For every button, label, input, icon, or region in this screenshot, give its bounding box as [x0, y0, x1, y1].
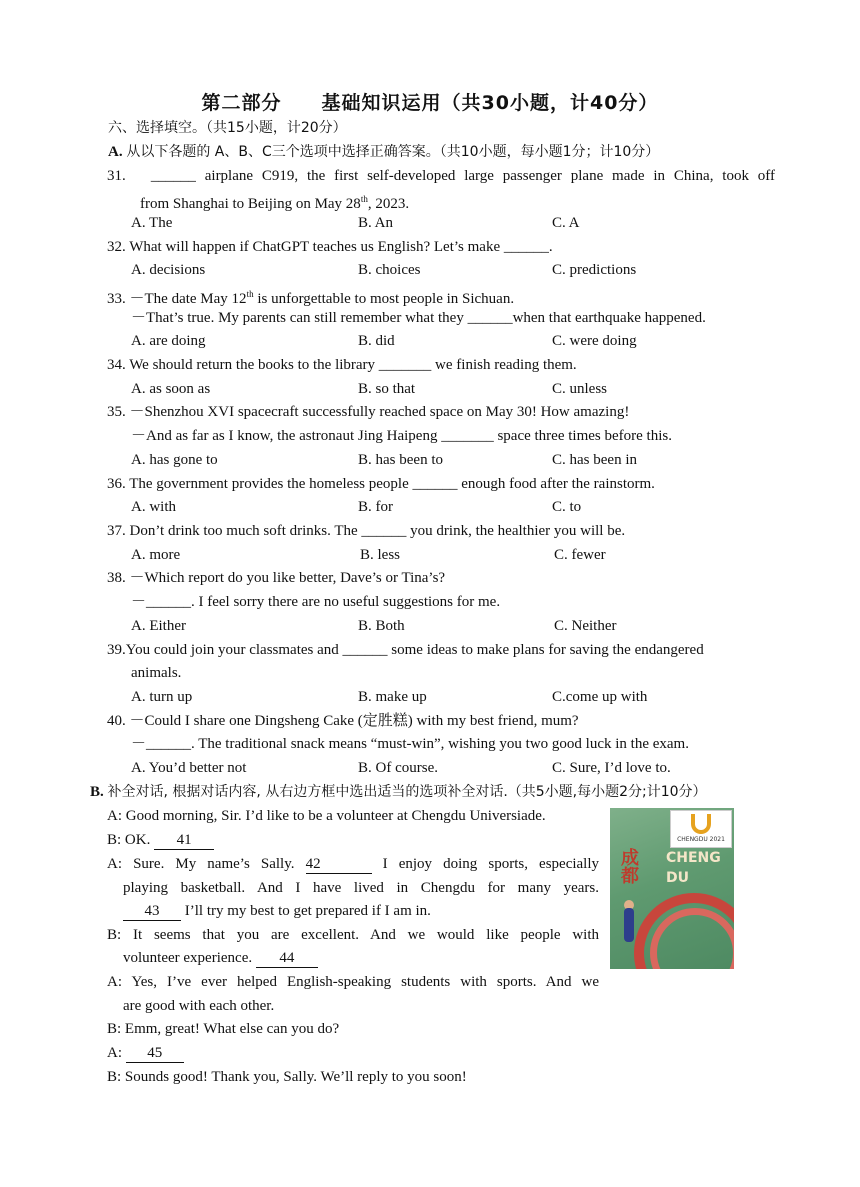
question-31-stem: 31. ______ airplane C919, the first self-developed large passenger plane made in China, took off — [107, 168, 775, 184]
question-33-stem — [107, 284, 514, 309]
q33-option-a[interactable]: A. are doing — [131, 333, 206, 349]
question-31-stem-cont — [140, 189, 409, 214]
universiade-u-icon — [691, 814, 711, 834]
q31-option-b[interactable]: B. An — [358, 215, 394, 231]
question-40-reply: －______. The traditional snack means “must-win”, wishing you two good luck in the exam. — [131, 736, 689, 752]
q36-option-b[interactable]: B. for — [358, 499, 393, 515]
question-39-stem-cont: animals. — [131, 665, 182, 681]
q31-option-a[interactable]: A. The — [131, 215, 173, 231]
question-37-stem: 37. Don’t drink too much soft drinks. The ______ you drink, the healthier you will be. — [107, 523, 626, 539]
dialogue-line-11 — [107, 1043, 184, 1063]
part-a-instruction — [108, 142, 659, 162]
blank-42[interactable]: 42 — [306, 856, 372, 874]
q33-sup: th — [246, 289, 254, 299]
q33-option-b[interactable]: B. did — [358, 333, 395, 349]
q34-option-a[interactable]: A. as soon as — [131, 381, 211, 397]
q34-option-b[interactable]: B. so that — [358, 381, 416, 397]
question-32-stem: 32. What will happen if ChatGPT teaches us English? Let’s make ______. — [107, 239, 553, 255]
part-a-letter: A. — [108, 144, 123, 160]
q39-option-c[interactable]: C.come up with — [552, 689, 648, 705]
universiade-poster-image — [610, 808, 734, 969]
dialogue-volunteer-exp: volunteer experience. — [123, 950, 256, 966]
blank-43[interactable]: 43 — [123, 903, 181, 921]
dialogue-sally-intro: A: Sure. My name’s Sally. — [107, 856, 306, 872]
dialogue-line-1: A: Good morning, Sir. I’d like to be a volunteer at Chengdu Universiade. — [107, 808, 546, 824]
runner-icon — [624, 908, 634, 942]
dialogue-line-5 — [123, 901, 431, 921]
q33-text-b: is unforgettable to most people in Sichuan. — [253, 291, 515, 307]
part-a-text: 从以下各题的 A、B、C三个选项中选择正确答案。（共10小题，每小题1分；计10分） — [126, 144, 660, 160]
q31-text-b: , 2023. — [367, 196, 410, 212]
poster-english-text: CHENGDU — [666, 850, 721, 886]
dialogue-prepared: I’ll try my best to get prepared if I am in. — [181, 903, 431, 919]
dialogue-line-6: B: It seems that you are excellent. And we would like people with — [107, 927, 599, 943]
question-35-stem: 35. －Shenzhou XVI spacecraft successfully reached space on May 30! How amazing! — [107, 404, 630, 420]
q40-option-b[interactable]: B. Of course. — [358, 760, 438, 776]
q35-option-c[interactable]: C. has been in — [552, 452, 637, 468]
q40-option-c[interactable]: C. Sure, I’d love to. — [552, 760, 671, 776]
dialogue-line-2 — [107, 830, 214, 850]
dialogue-sports: I enjoy doing sports, especially — [371, 856, 600, 872]
q35-option-a[interactable]: A. has gone to — [131, 452, 218, 468]
q33-text-a: 33. －The date May 12 — [107, 291, 247, 307]
q34-option-c[interactable]: C. unless — [552, 381, 608, 397]
question-36-stem: 36. The government provides the homeless people ______ enough food after the rainstorm. — [107, 476, 655, 492]
blank-45[interactable]: 45 — [126, 1045, 184, 1063]
q31-sup: th — [360, 194, 368, 204]
poster-chinese-text: 成都 — [618, 848, 639, 884]
dialogue-line-10: B: Emm, great! What else can you do? — [107, 1021, 340, 1037]
question-38-stem: 38. －Which report do you like better, Dave’s or Tina’s? — [107, 570, 446, 586]
q31-text-a: from Shanghai to Beijing on May 28 — [140, 196, 361, 212]
question-38-reply: －______. I feel sorry there are no useful suggestions for me. — [131, 594, 501, 610]
dialogue-line-7 — [123, 948, 318, 968]
q37-option-c[interactable]: C. fewer — [554, 547, 606, 563]
q40-option-a[interactable]: A. You’d better not — [131, 760, 247, 776]
question-39-stem: 39.You could join your classmates and ______ some ideas to make plans for saving the endangered — [107, 642, 704, 658]
q32-option-c[interactable]: C. predictions — [552, 262, 637, 278]
q36-option-a[interactable]: A. with — [131, 499, 176, 515]
dialogue-line-4: playing basketball. And I have lived in Chengdu for many years. — [123, 880, 599, 896]
q32-option-a[interactable]: A. decisions — [131, 262, 206, 278]
dialogue-line-12: B: Sounds good! Thank you, Sally. We’ll reply to you soon! — [107, 1069, 467, 1085]
q33-option-c[interactable]: C. were doing — [552, 333, 637, 349]
q35-option-b[interactable]: B. has been to — [358, 452, 443, 468]
universiade-logo — [670, 810, 732, 848]
q36-option-c[interactable]: C. to — [552, 499, 582, 515]
q39-option-b[interactable]: B. make up — [358, 689, 427, 705]
question-33-reply: －That’s true. My parents can still remember what they ______when that earthquake happened. — [131, 310, 706, 326]
badge-caption: CHENGDU 2021 — [677, 836, 725, 843]
q38-option-a[interactable]: A. Either — [131, 618, 186, 634]
q31-option-c[interactable]: C. A — [552, 215, 580, 231]
dialogue-line-3 — [107, 854, 599, 874]
q38-option-c[interactable]: C. Neither — [554, 618, 617, 634]
q38-option-b[interactable]: B. Both — [358, 618, 405, 634]
part-title: 第二部分 基础知识运用（共30小题，计40分） — [201, 92, 659, 114]
dialogue-line-8: A: Yes, I’ve ever helped English-speaking students with sports. And we — [107, 974, 599, 990]
q32-option-b[interactable]: B. choices — [358, 262, 421, 278]
dialogue-b-ok: B: OK. — [107, 832, 155, 848]
question-40-stem: 40. －Could I share one Dingsheng Cake (定胜糕) with my best friend, mum? — [107, 713, 579, 729]
dialogue-a-label: A: — [107, 1045, 126, 1061]
q37-option-b[interactable]: B. less — [360, 547, 401, 563]
q37-option-a[interactable]: A. more — [131, 547, 181, 563]
blank-41[interactable]: 41 — [154, 832, 214, 850]
part-b-text: 补全对话, 根据对话内容, 从右边方框中选出适当的选项补全对话.（共5小题,每小题2分;计10分） — [107, 784, 707, 800]
part-b-letter: B. — [90, 784, 104, 800]
part-b-instruction — [90, 782, 707, 802]
q39-option-a[interactable]: A. turn up — [131, 689, 193, 705]
blank-44[interactable]: 44 — [256, 950, 318, 968]
section-six-heading: 六、选择填空。（共15小题，计20分） — [108, 120, 347, 136]
question-34-stem: 34. We should return the books to the library _______ we finish reading them. — [107, 357, 577, 373]
dialogue-line-9: are good with each other. — [123, 998, 275, 1014]
question-35-reply: －And as far as I know, the astronaut Jing Haipeng _______ space three times before this. — [131, 428, 672, 444]
